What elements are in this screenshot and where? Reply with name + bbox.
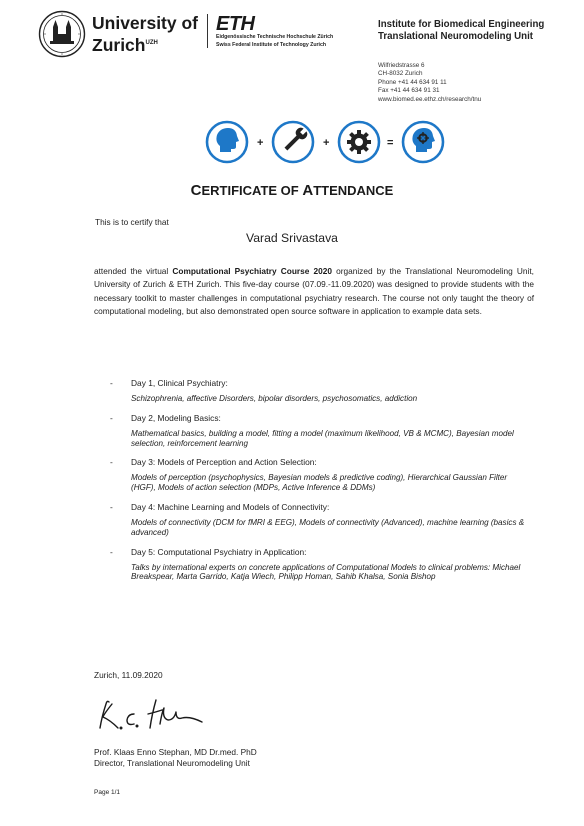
day-title: Day 1, Clinical Psychiatry: (131, 378, 228, 388)
eth-subtitle-line2: Swiss Federal Institute of Technology Zurich (216, 41, 327, 48)
bullet-dash: - (110, 457, 113, 468)
address-phone: Phone +41 44 634 91 11 (378, 78, 447, 86)
title-rest-2: TTENDANCE (313, 183, 394, 198)
body-part-1: attended the virtual (94, 266, 173, 276)
eth-logo: ETH (216, 13, 255, 35)
uzh-superscript: UZH (145, 40, 158, 46)
list-item-day-4 (110, 502, 550, 538)
bullet-dash: - (110, 412, 113, 423)
bullet-dash: - (110, 501, 113, 512)
head-gear-icon (403, 122, 443, 162)
institute-line1: Institute for Biomedical Engineering (378, 19, 545, 30)
uzh-wordmark (92, 13, 198, 55)
title-cap-1: C (190, 182, 202, 199)
day-description: Mathematical basics, building a model, fitting a model (maximum likelihood, VB & MCMC), Bayesian model selection, reinforcement learning (131, 428, 514, 448)
signature-image (90, 690, 220, 734)
icon-equation (205, 118, 445, 166)
certify-intro: This is to certify that (95, 217, 169, 227)
title-cap-2: A (302, 182, 314, 199)
plus-sign-2: + (323, 137, 330, 149)
list-item-day-5 (110, 547, 550, 583)
recipient-name: Varad Srivastava (246, 231, 338, 245)
day-title: Day 5: Computational Psychiatry in Application: (131, 546, 307, 557)
day-description: Models of perception (psychophysics, Bayesian models & predictive coding), Hierarchical Gaussian Filter (HGF), Models of action selection (MDPs, Active Inference & DDMs) (131, 473, 508, 493)
header-divider (207, 14, 208, 48)
day-description: Talks by international experts on concrete applications of Computational Models to clinical problems: Michael Breakspear, Marta Garrido, Katja Wiech, Philipp Homan, Sahib Khalsa, Sonia Bishop (131, 562, 521, 582)
day-title: Day 3: Models of Perception and Action Selection: (131, 457, 317, 468)
signer-title: Director, Translational Neuromodeling Unit (94, 757, 250, 768)
address-city: CH-8032 Zurich (378, 70, 423, 78)
course-days-list (110, 378, 550, 591)
body-part-2: organized by the Translational Neuromodeling Unit, University of Zurich & ETH Zurich. This five-day course (07.09.-11.09.2020) was designed to provide students with the necessary toolkit to master challenges in computational psychiatry research. The course not only taught the theory of computational modeling, but also demonstrated open source software in application to example data sets. (94, 266, 534, 316)
equals-sign: = (387, 137, 394, 149)
eth-subtitle-line1: Eidgenössische Technische Hochschule Zürich (216, 34, 334, 40)
signer-block (94, 747, 257, 768)
list-item-day-2 (110, 413, 550, 449)
eth-subtitle (216, 34, 333, 49)
address-fax: Fax +41 44 634 91 31 (378, 87, 440, 95)
day-description: Models of connectivity (DCM for fMRI & EEG), Models of connectivity (Advanced), machine learning (basics & advanced) (131, 517, 525, 537)
day-description: Schizophrenia, affective Disorders, bipolar disorders, psychosomatics, addiction (131, 394, 418, 403)
bullet-dash: - (110, 546, 113, 557)
course-name: Computational Psychiatry Course 2020 (172, 266, 332, 276)
address-street: Wilfriedstrasse 6 (378, 62, 425, 69)
bullet-dash: - (110, 378, 113, 388)
institute-line2: Translational Neuromodeling Unit (378, 31, 534, 42)
address-website: www.biomed.ee.ethz.ch/research/tnu (378, 95, 482, 103)
page-number: Page 1/1 (94, 789, 121, 796)
day-title: Day 4: Machine Learning and Models of Connectivity: (131, 501, 330, 512)
institute-name (378, 19, 544, 43)
certificate-body (94, 265, 534, 318)
head-icon (207, 122, 247, 162)
gear-icon (339, 122, 379, 162)
signer-name: Prof. Klaas Enno Stephan, MD Dr.med. PhD (94, 747, 257, 757)
list-item-day-1 (110, 378, 550, 404)
certificate-title (0, 182, 584, 199)
list-item-day-3 (110, 457, 550, 493)
address-block (378, 62, 481, 104)
uzh-name-line1: University of (92, 13, 198, 33)
plus-sign-1: + (257, 137, 264, 149)
uzh-name-line2: Zurich (92, 34, 146, 55)
uzh-seal-logo (38, 10, 86, 58)
title-rest-1: ERTIFICATE OF (201, 183, 303, 198)
issue-date: Zurich, 11.09.2020 (94, 670, 163, 680)
day-title: Day 2, Modeling Basics: (131, 412, 221, 423)
wrench-icon (273, 122, 313, 162)
